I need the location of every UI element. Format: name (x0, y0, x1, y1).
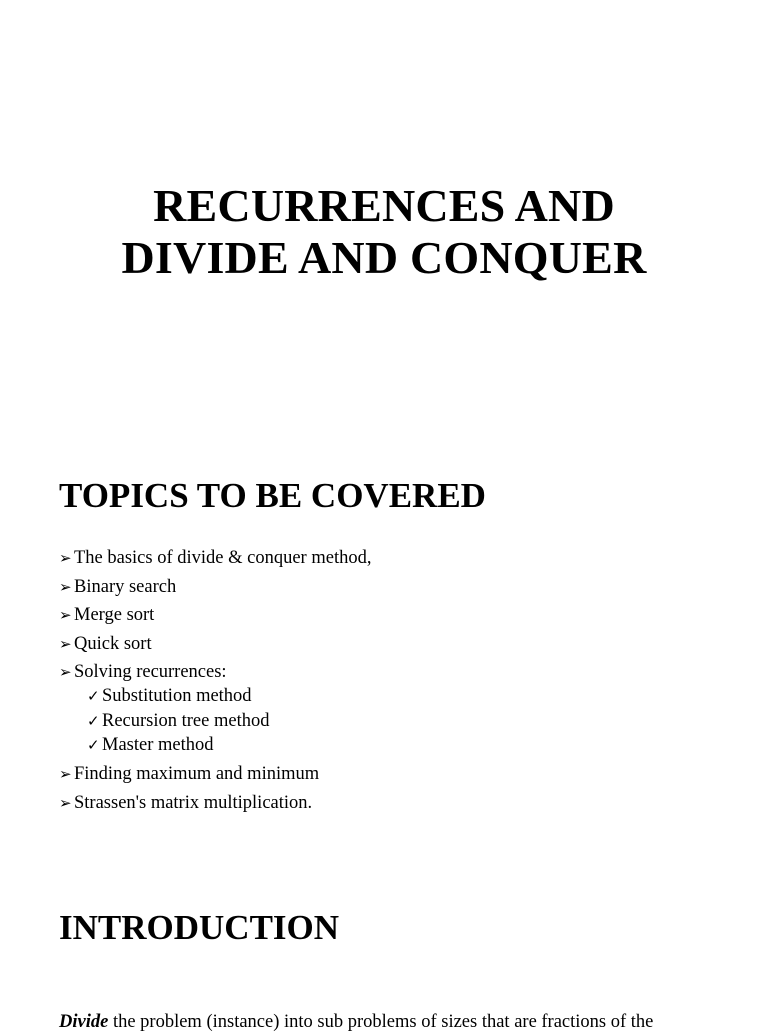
title-line-1: RECURRENCES AND (153, 180, 615, 231)
arrow-bullet-icon: ➢ (59, 794, 72, 813)
checkmark-icon: ✓ (87, 736, 100, 755)
title-line-2: DIVIDE AND CONQUER (121, 232, 647, 283)
list-item (59, 660, 371, 758)
document-title (0, 180, 768, 284)
divide-emphasis: Divide (59, 1012, 109, 1032)
recurrence-methods-list (59, 684, 371, 758)
list-item (59, 546, 371, 570)
arrow-bullet-icon: ➢ (59, 577, 72, 596)
topic-label: Quick sort (74, 633, 152, 654)
arrow-bullet-icon: ➢ (59, 765, 72, 784)
list-item (59, 575, 371, 599)
topics-list (59, 546, 371, 820)
introduction-text: the problem (instance) into sub problems of sizes that are fractions of the (108, 1012, 654, 1032)
topic-label: Binary search (74, 576, 177, 597)
checkmark-icon: ✓ (87, 687, 100, 706)
topics-heading: TOPICS TO BE COVERED (59, 476, 486, 515)
sub-list-item (87, 709, 371, 734)
checkmark-icon: ✓ (87, 711, 100, 730)
topic-label: Merge sort (74, 605, 155, 626)
sub-topic-label: Substitution method (102, 686, 252, 707)
introduction-heading: INTRODUCTION (59, 908, 340, 947)
sub-list-item (87, 684, 371, 709)
list-item (59, 603, 371, 627)
sub-topic-label: Recursion tree method (102, 710, 270, 731)
arrow-bullet-icon: ➢ (59, 549, 72, 567)
introduction-paragraph (59, 1010, 719, 1034)
topic-label: Finding maximum and minimum (74, 764, 320, 785)
topic-label: The basics of divide & conquer method, (74, 548, 372, 568)
list-item (59, 632, 371, 656)
topic-label: Solving recurrences: (74, 662, 227, 683)
sub-list-item (87, 733, 371, 758)
arrow-bullet-icon: ➢ (59, 606, 72, 625)
arrow-bullet-icon: ➢ (59, 663, 72, 682)
sub-topic-label: Master method (102, 735, 214, 756)
list-item (59, 762, 371, 786)
list-item (59, 791, 371, 815)
topic-label: Strassen's matrix multiplication. (74, 793, 313, 814)
arrow-bullet-icon: ➢ (59, 634, 72, 653)
